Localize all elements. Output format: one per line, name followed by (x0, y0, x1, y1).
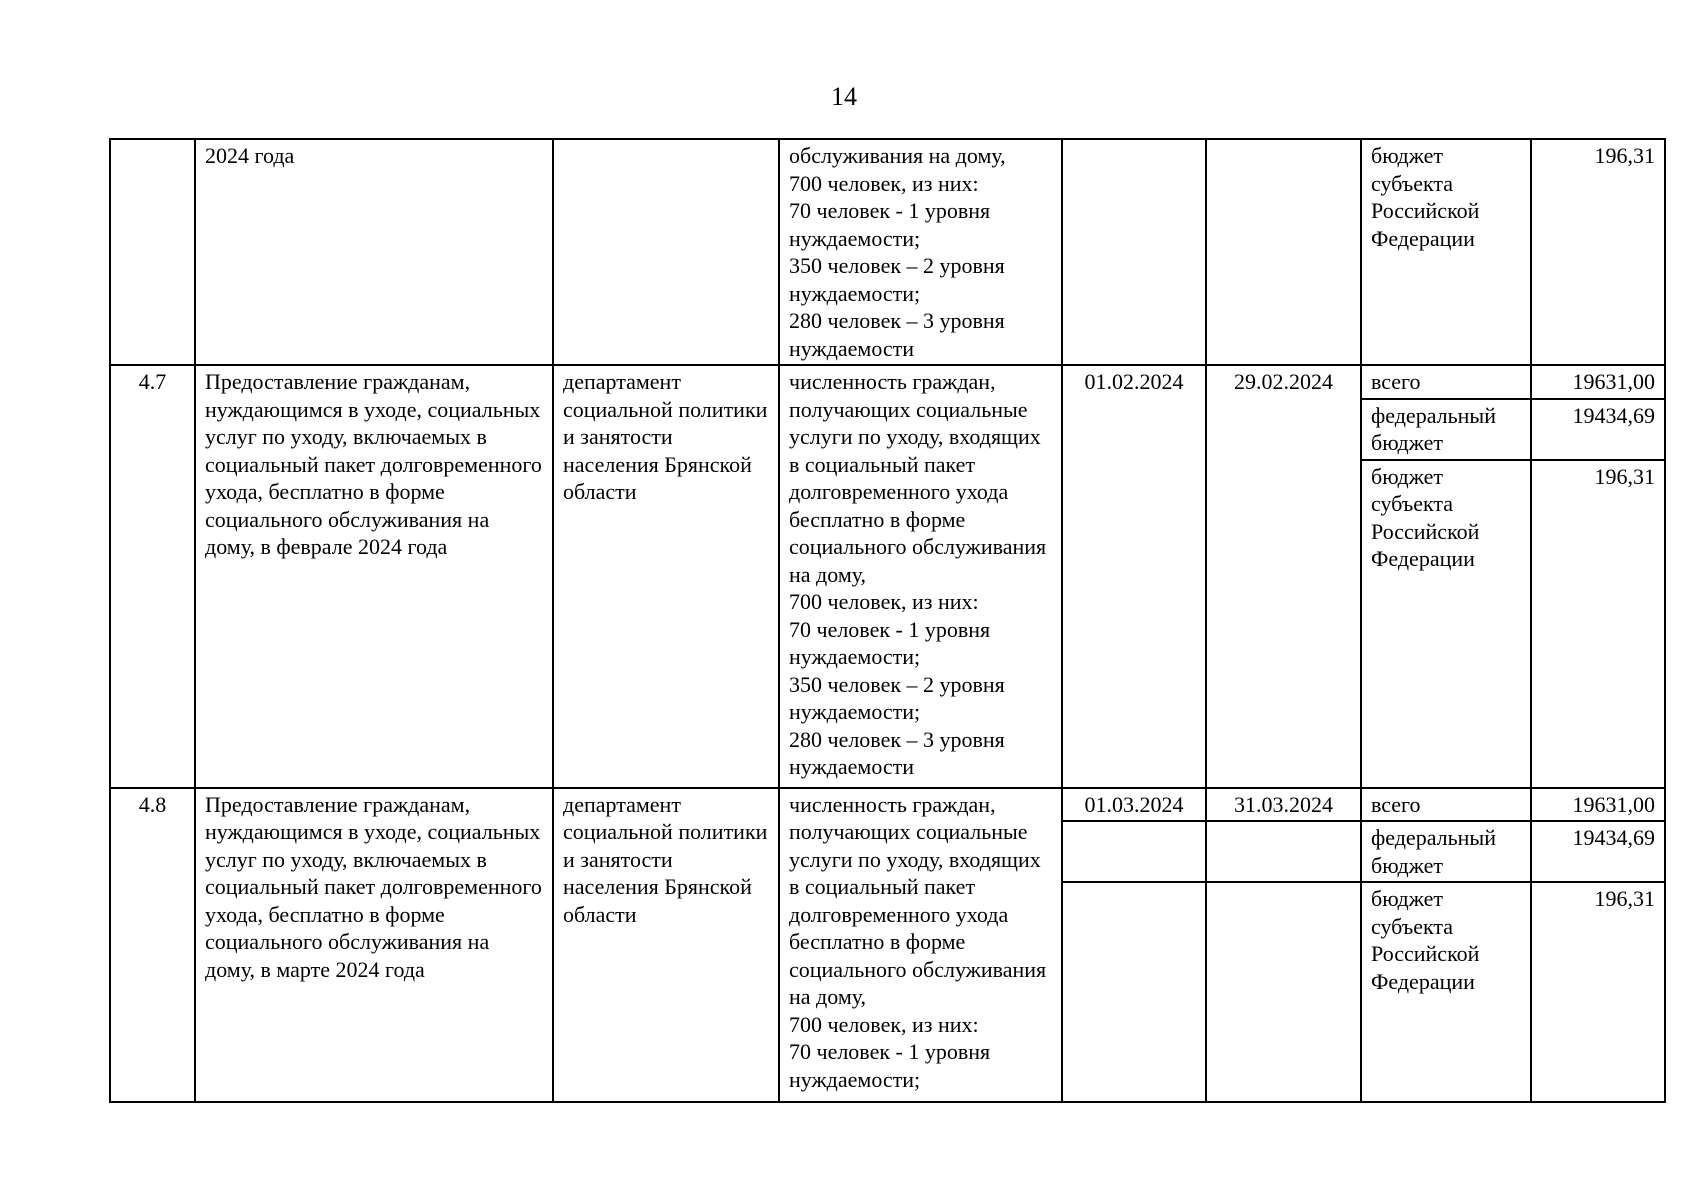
funding-source-cell: всего (1361, 788, 1531, 822)
action-cell: 2024 года (195, 139, 553, 365)
measures-table (109, 138, 1666, 1103)
funding-amount-cell: 19631,00 (1531, 365, 1665, 399)
table-row-4-7 (110, 365, 1665, 399)
page-number: 14 (831, 82, 857, 111)
funding-source-cell: бюджет субъекта Российской Федерации (1361, 882, 1531, 1102)
indicator-cell: обслуживания на дому, 700 человек, из них: 70 человек - 1 уровня нуждаемости; 350 человек – 2 уровня нуждаемости; 280 человек – 3 уровня нуждаемости (779, 139, 1062, 365)
action-cell: Предоставление гражданам, нуждающимся в уходе, социальных услуг по уходу, включаемых в социальный пакет долговременного ухода, бесплатно в форме социального обслуживания на дому, в феврале 2024 года (195, 365, 553, 788)
funding-amount-cell: 196,31 (1531, 460, 1665, 788)
num-cell: 4.7 (110, 365, 195, 788)
num-cell (110, 139, 195, 365)
funding-amount-cell: 196,31 (1531, 882, 1665, 1102)
start-date-cell: 01.02.2024 (1062, 365, 1206, 788)
indicator-cell: численность граждан, получающих социальные услуги по уходу, входящих в социальный пакет долговременного ухода бесплатно в форме социального обслуживания на дому, 700 человек, из них: 70 человек - 1 уровня нуждаемости; 350 человек – 2 уровня нуждаемости; 280 человек – 3 уровня нуждаемости (779, 365, 1062, 788)
funding-amount-cell: 19434,69 (1531, 821, 1665, 882)
executor-cell (553, 139, 779, 365)
table-row-continuation (110, 139, 1665, 365)
end-date-cell: 31.03.2024 (1206, 788, 1361, 822)
executor-cell: департамент социальной политики и занятости населения Брянской области (553, 365, 779, 788)
start-date-cell: 01.03.2024 (1062, 788, 1206, 822)
funding-source-cell: бюджет субъекта Российской Федерации (1361, 460, 1531, 788)
executor-cell: департамент социальной политики и занятости населения Брянской области (553, 788, 779, 1103)
empty-cell (1062, 882, 1206, 1102)
num-cell: 4.8 (110, 788, 195, 1103)
empty-cell (1206, 821, 1361, 882)
funding-source-cell: бюджет субъекта Российской Федерации (1361, 139, 1531, 365)
end-date-cell (1206, 139, 1361, 365)
end-date-cell: 29.02.2024 (1206, 365, 1361, 788)
table-row-4-8 (110, 788, 1665, 822)
funding-source-cell: всего (1361, 365, 1531, 399)
funding-source-cell: федеральный бюджет (1361, 399, 1531, 460)
funding-amount-cell: 19434,69 (1531, 399, 1665, 460)
action-cell: Предоставление гражданам, нуждающимся в уходе, социальных услуг по уходу, включаемых в социальный пакет долговременного ухода, бесплатно в форме социального обслуживания на дому, в марте 2024 года (195, 788, 553, 1103)
funding-amount-cell: 196,31 (1531, 139, 1665, 365)
empty-cell (1206, 882, 1361, 1102)
funding-source-cell: федеральный бюджет (1361, 821, 1531, 882)
indicator-cell: численность граждан, получающих социальные услуги по уходу, входящих в социальный пакет долговременного ухода бесплатно в форме социального обслуживания на дому, 700 человек, из них: 70 человек - 1 уровня нуждаемости; (779, 788, 1062, 1103)
funding-amount-cell: 19631,00 (1531, 788, 1665, 822)
start-date-cell (1062, 139, 1206, 365)
empty-cell (1062, 821, 1206, 882)
